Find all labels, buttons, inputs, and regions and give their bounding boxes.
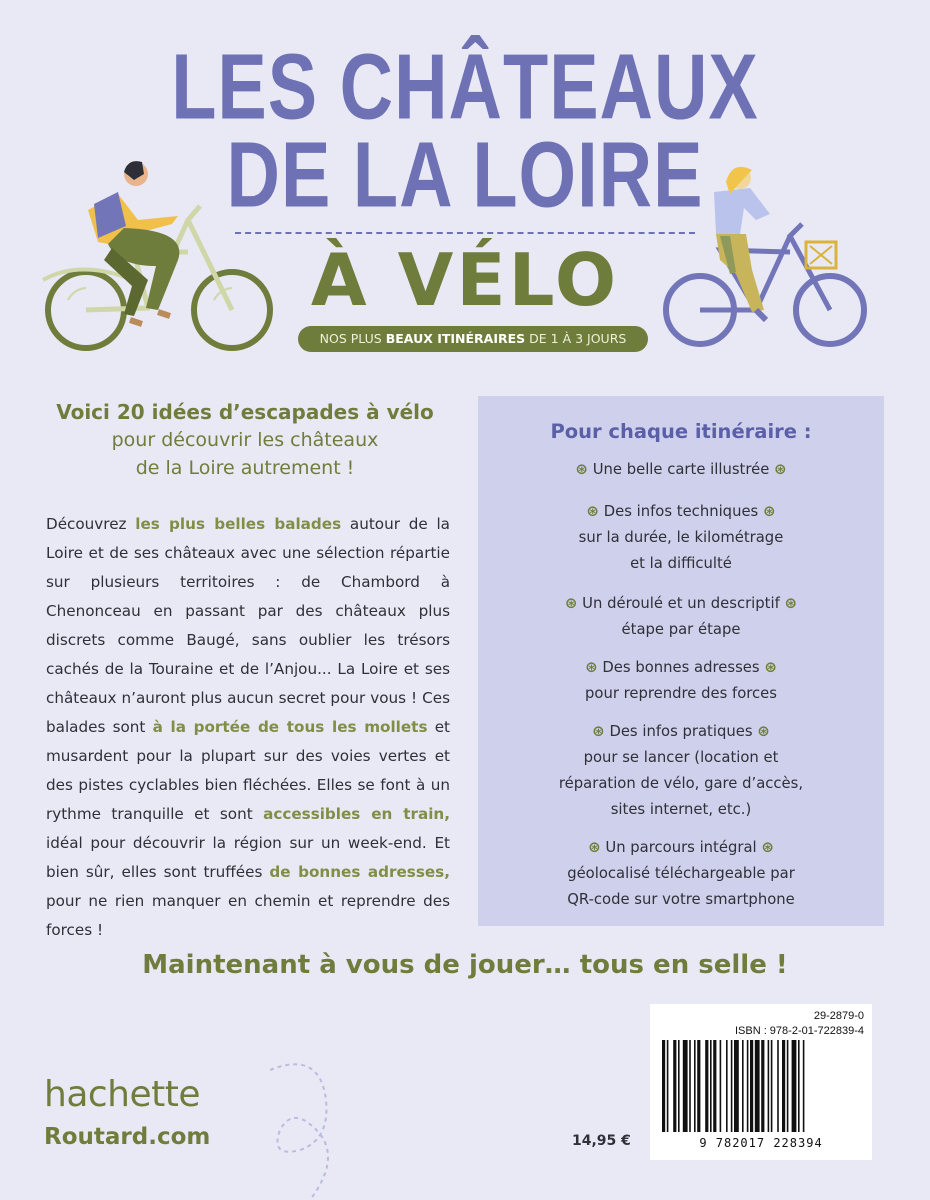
feature-line: Une belle carte illustrée: [592, 461, 770, 478]
features-title: Pour chaque itinéraire :: [550, 420, 812, 443]
wheel-bullet-icon: ⊛: [592, 722, 605, 740]
feature-line: QR-code sur votre smartphone: [567, 891, 795, 908]
body-text-3: et musardent pour la plupart sur des voies vertes et des pistes cyclables bien fléchées. Elles se font à un rythme tranquille et sont: [46, 718, 450, 823]
body-highlight-4: de bonnes adresses,: [269, 863, 450, 881]
intro-line-1: Voici 20 idées d’escapades à vélo: [56, 400, 434, 424]
feature-description: [478, 590, 884, 643]
title-divider: [235, 232, 695, 234]
feature-line: sites internet, etc.): [610, 801, 752, 818]
wheel-bullet-icon: ⊛: [575, 460, 588, 478]
call-to-action: Maintenant à vous de jouer… tous en selle !: [142, 950, 788, 980]
feature-line: géolocalisé téléchargeable par: [567, 865, 795, 882]
wheel-bullet-icon: ⊛: [586, 502, 599, 520]
price: 14,95 €: [572, 1133, 631, 1149]
wheel-bullet-icon: ⊛: [588, 838, 601, 856]
feature-line: Des bonnes adresses: [602, 659, 760, 676]
feature-line: Des infos techniques: [603, 503, 759, 520]
subtitle-bold: BEAUX ITINÉRAIRES: [385, 331, 526, 346]
bicycle-man-illustration: [38, 140, 278, 365]
intro-line-2: pour découvrir les châteaux: [111, 429, 379, 451]
barcode-digits: 9 782017 228394: [699, 1136, 823, 1150]
feature-line: sur la durée, le kilométrage: [578, 529, 784, 546]
feature-line: et la difficulté: [630, 555, 732, 572]
wheel-bullet-icon: ⊛: [763, 502, 776, 520]
dashed-swirl: [240, 1050, 360, 1200]
feature-practical-info: [478, 718, 884, 823]
wheel-bullet-icon: ⊛: [585, 658, 598, 676]
feature-line: Des infos pratiques: [609, 723, 753, 740]
description-paragraph: [46, 510, 450, 945]
bicycle-woman-illustration: [660, 160, 870, 360]
wheel-bullet-icon: ⊛: [764, 658, 777, 676]
wheel-bullet-icon: ⊛: [757, 722, 770, 740]
subtitle-badge: [298, 326, 648, 352]
barcode-box: [650, 1004, 872, 1160]
feature-map: [478, 456, 884, 483]
wheel-bullet-icon: ⊛: [784, 594, 798, 612]
title-line-1: LES CHÂTEAUX: [171, 34, 759, 139]
feature-line: Un déroulé et un descriptif: [582, 595, 780, 612]
body-highlight-3: accessibles en train,: [263, 805, 450, 823]
isbn: ISBN : 978-2-01-722839-4: [734, 1025, 864, 1037]
feature-line: réparation de vélo, gare d’accès,: [558, 775, 804, 792]
body-text-1: Découvrez: [46, 515, 136, 533]
wheel-bullet-icon: ⊛: [774, 460, 787, 478]
hachette-logo: hachette: [44, 1074, 201, 1115]
feature-line: pour se lancer (location et: [583, 749, 779, 766]
body-text-2: autour de la Loire et de ses châteaux avec une sélection répartie sur plusieurs territoires : de Chambord à Chenonceau en passant par des châteaux plus discrets comme Baugé, sans oublier les trésors cachés de la Touraine et de l’Anjou... La Loire et ses châteaux n’auront plus aucun secret pour vous ! Ces balades sont: [46, 515, 450, 736]
title-line-2: DE LA LOIRE: [226, 122, 704, 227]
title-line-3: À VÉLO: [310, 238, 620, 322]
feature-good-addresses: [478, 654, 884, 707]
feature-line: Un parcours intégral: [605, 839, 757, 856]
feature-technical-info: [478, 498, 884, 577]
wheel-bullet-icon: ⊛: [761, 838, 774, 856]
subtitle-suffix: DE 1 À 3 JOURS: [525, 331, 627, 346]
intro-heading: [40, 398, 450, 482]
feature-line: pour reprendre des forces: [585, 685, 777, 702]
body-highlight-1: les plus belles balades: [135, 515, 342, 533]
routard-logo: Routard.com: [44, 1124, 211, 1150]
body-text-4: idéal pour découvrir la région sur un week-end. Et bien sûr, elles sont truffées: [46, 834, 450, 881]
feature-gps-route: [478, 834, 884, 913]
product-code: 29-2879-0: [813, 1010, 864, 1022]
body-highlight-2: à la portée de tous les mollets: [152, 718, 428, 736]
feature-line: étape par étape: [621, 621, 741, 638]
wheel-bullet-icon: ⊛: [564, 594, 578, 612]
body-text-5: pour ne rien manquer en chemin et reprendre des forces !: [46, 892, 450, 939]
barcode-icon: [662, 1040, 860, 1136]
features-panel: [478, 396, 884, 926]
intro-line-3: de la Loire autrement !: [135, 457, 355, 479]
subtitle-prefix: NOS PLUS: [319, 331, 386, 346]
